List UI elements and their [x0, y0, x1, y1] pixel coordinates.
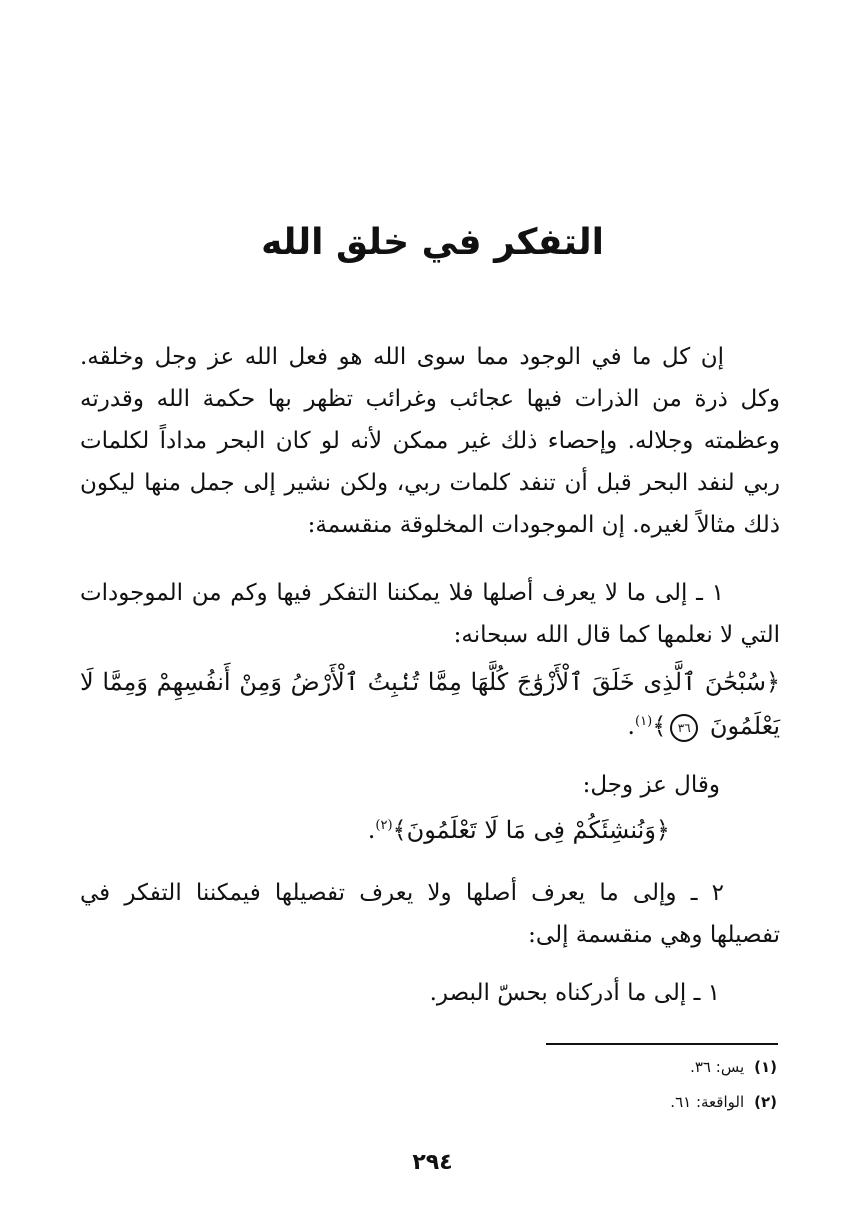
- footnote-1-text: يس: ٣٦.: [690, 1058, 745, 1076]
- paragraph-point-2: ٢ ـ وإلى ما يعرف أصلها ولا يعرف تفصيلها فيمكننا التفكر في تفصيلها وهي منقسمة إلى:: [80, 880, 780, 948]
- paragraph-point-1: ١ ـ إلى ما لا يعرف أصلها فلا يمكننا التفكر فيها وكم من الموجودات التي لا نعلمها كما قال الله سبحانه:: [80, 580, 780, 648]
- page-number: ٢٩٤: [412, 1150, 453, 1175]
- verse-2-text: ﴿وَنُنشِئَكُمْ فِى مَا لَا تَعْلَمُونَ﴾: [392, 816, 670, 844]
- footnote-1: [690, 1055, 777, 1079]
- footnote-divider: [546, 1043, 778, 1045]
- verse-1-close: ﴾: [652, 712, 667, 740]
- paragraph-intro: إن كل ما في الوجود مما سوى الله هو فعل الله عز وجل وخلقه. وكل ذرة من الذرات فيها عجائب وغرائب تظهر بها حكمة الله وقدرته وعظمته وجلاله. وإحصاء ذلك غير ممكن لأنه لو كان البحر مداداً لكلمات ربي لنفد البحر قبل أن تنفد كلمات ربي، ولكن نشير إلى جمل منها ليكون ذلك مثالاً لغيره. إن الموجودات المخلوقة منقسمة:: [80, 344, 780, 538]
- paragraph-subpoint-1: ١ ـ إلى ما أدركناه بحسّ البصر.: [429, 980, 720, 1006]
- footnote-1-number: (١): [754, 1058, 777, 1076]
- ayah-number-mark: ٣٦: [670, 714, 698, 742]
- footnote-2: [670, 1090, 777, 1114]
- page-title: التفكر في خلق الله: [261, 222, 604, 263]
- paragraph-quote-intro: وقال عز وجل:: [582, 772, 720, 798]
- footnote-ref-2: (٢): [375, 818, 393, 833]
- quran-verse-2: ﴿وَنُنشِئَكُمْ فِى مَا لَا تَعْلَمُونَ﴾$^{(٢)}$.: [367, 816, 670, 844]
- footnote-ref-1: (١): [635, 714, 653, 729]
- footnote-2-number: (٢): [754, 1093, 777, 1111]
- verse-1-text: ﴿سُبْحَٰنَ ٱلَّذِى خَلَقَ ٱلْأَزْوَٰجَ كُلَّهَا مِمَّا تُنۢبِتُ ٱلْأَرْضُ وَمِنْ أَنفُسِهِمْ وَمِمَّا لَا يَعْلَمُونَ: [80, 668, 781, 740]
- footnote-2-text: الواقعة: ٦١.: [670, 1093, 745, 1111]
- quran-verse-1: ﴿سُبْحَٰنَ ٱلَّذِى خَلَقَ ٱلْأَزْوَٰجَ كُلَّهَا مِمَّا تُنۢبِتُ ٱلْأَرْضُ وَمِنْ أَنفُسِهِمْ وَمِمَّا لَا يَعْلَمُونَ ٣٦﴾$^{(١)}$.: [80, 668, 781, 740]
